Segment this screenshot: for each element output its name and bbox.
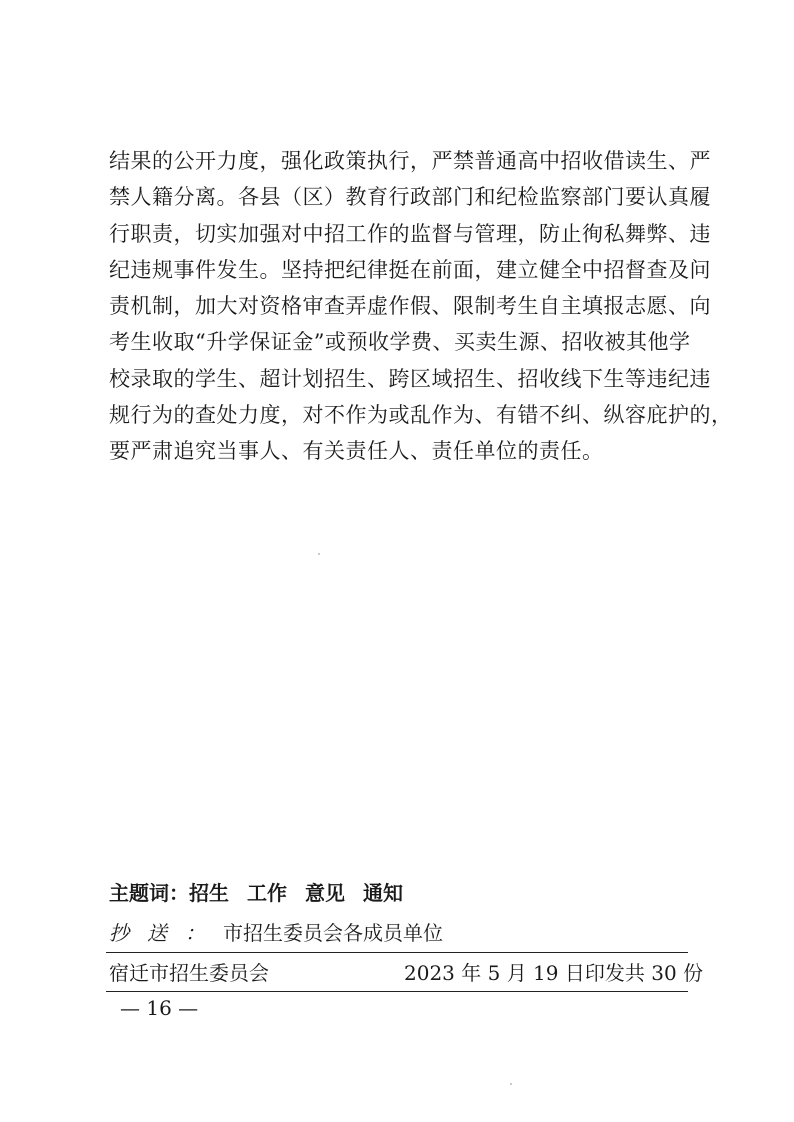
divider-top xyxy=(106,952,688,953)
keywords-label: 主题词： xyxy=(109,881,189,905)
keyword: 招生 xyxy=(189,881,229,905)
body-line: 纪违规事件发生。坚持把纪律挺在前面，建立健全中招督查及问 xyxy=(109,257,711,282)
cc-recipients: 市招生委员会各成员单位 xyxy=(223,921,443,945)
body-line: 禁人籍分离。各县（区）教育行政部门和纪检监察部门要认真履 xyxy=(109,185,711,210)
issue-date-copies: 2023 年 5 月 19 日印发共 30 份 xyxy=(404,961,704,985)
body-line: 行职责，切实加强对中招工作的监督与管理，防止徇私舞弊、违 xyxy=(109,221,711,246)
scan-speck xyxy=(510,1083,512,1085)
body-line: 责机制，加大对资格审查弄虚作假、限制考生自主填报志愿、向 xyxy=(109,294,711,319)
page-number: — 16 — xyxy=(120,996,199,1020)
subject-keywords xyxy=(109,878,421,908)
keyword: 意见 xyxy=(305,881,345,905)
divider-bottom xyxy=(106,991,688,992)
body-line: 考生收取“升学保证金”或预收学费、买卖生源、招收被其他学 xyxy=(109,330,691,355)
cc-label: 抄送： xyxy=(109,921,223,945)
body-paragraph xyxy=(109,143,733,470)
keyword: 通知 xyxy=(363,881,403,905)
issuing-organization: 宿迁市招生委员会 xyxy=(109,961,269,985)
scan-speck xyxy=(318,553,320,555)
body-line: 要严肃追究当事人、有关责任人、责任单位的责任。 xyxy=(109,439,604,464)
cc-line xyxy=(109,918,443,948)
keyword: 工作 xyxy=(247,881,287,905)
body-line: 校录取的学生、超计划招生、跨区域招生、招收线下生等违纪违 xyxy=(109,366,711,391)
body-line: 规行为的查处力度，对不作为或乱作为、有错不纠、纵容庇护的， xyxy=(109,403,733,428)
body-line: 结果的公开力度，强化政策执行，严禁普通高中招收借读生、严 xyxy=(109,149,711,173)
